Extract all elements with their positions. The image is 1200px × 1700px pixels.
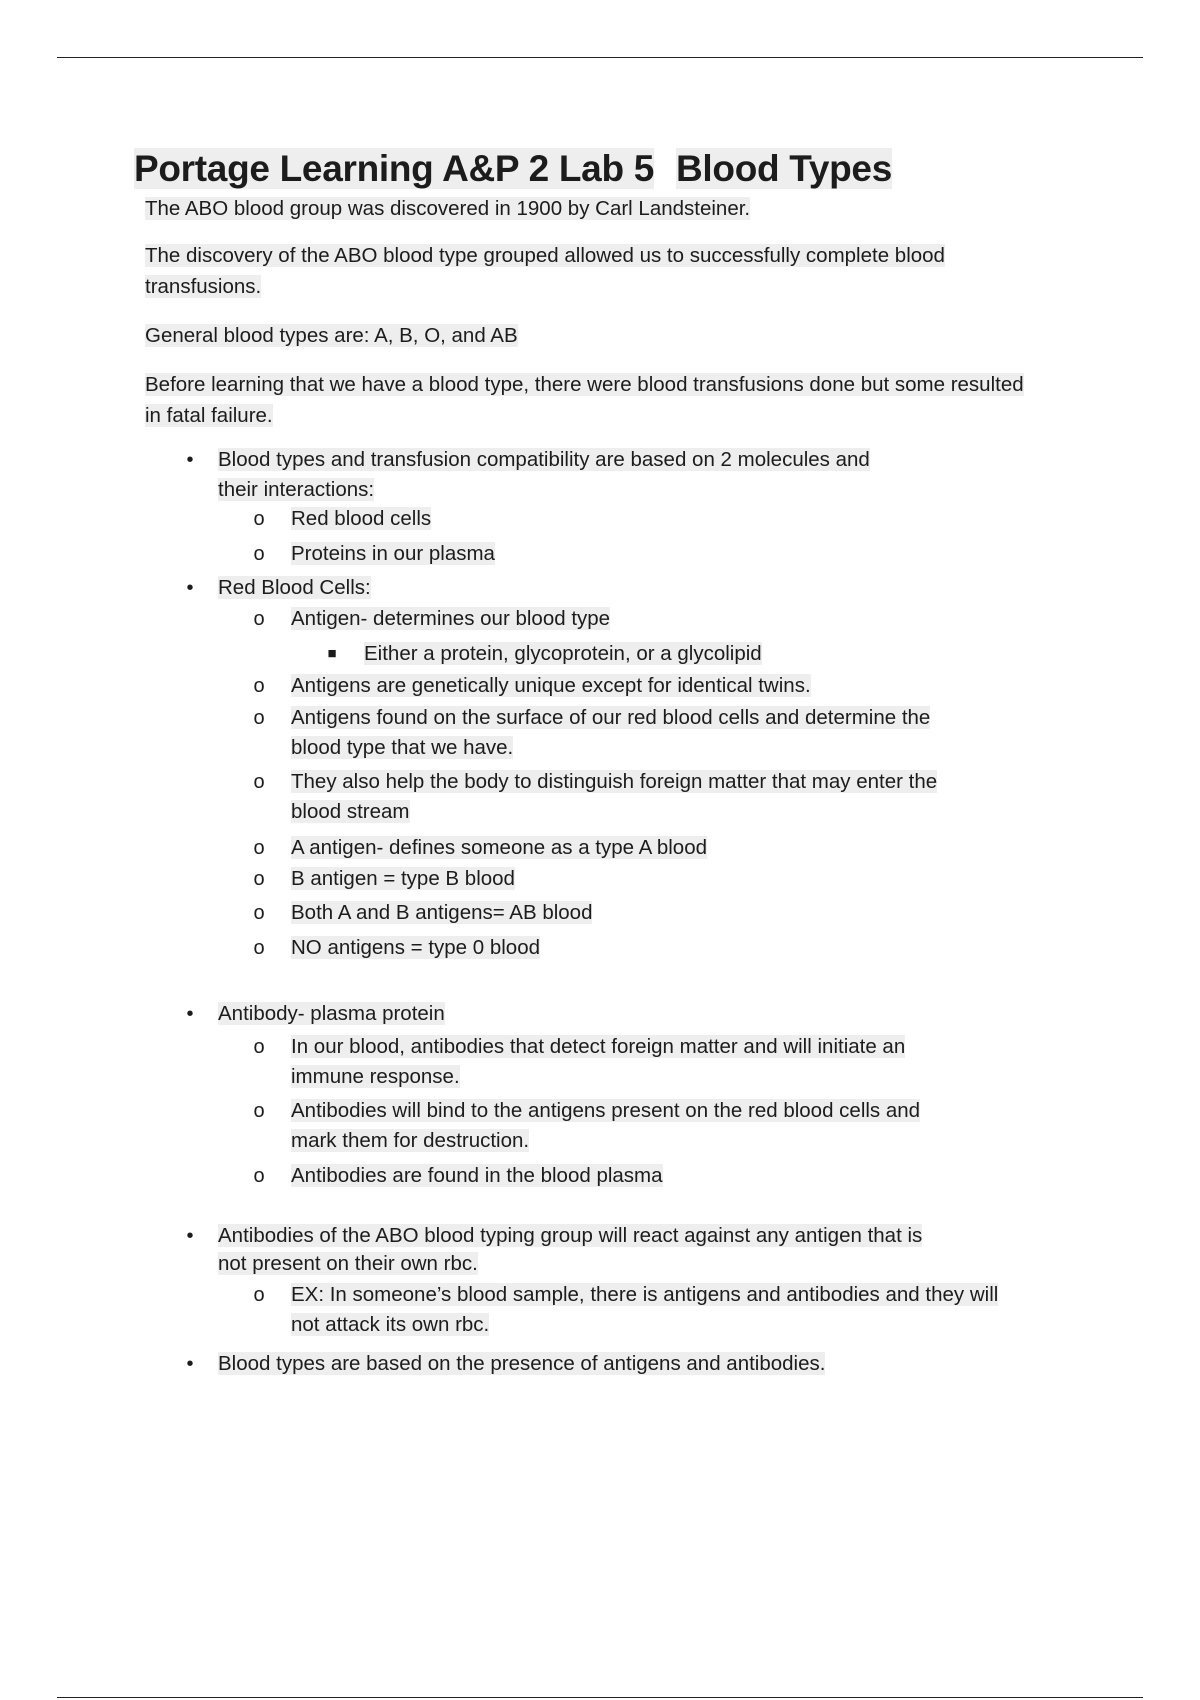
list-item: ■ Either a protein, glycoprotein, or a glycolipid — [364, 640, 762, 668]
circle-marker: o — [253, 902, 265, 924]
list-item: o Antigens found on the surface of our red blood cells and determine the blood type that we have. — [291, 704, 930, 764]
bullet-marker: • — [186, 577, 194, 599]
circle-marker: o — [253, 675, 265, 697]
list-item: • Antibody- plasma protein — [218, 1000, 445, 1028]
list-item: • Antibodies of the ABO blood typing group will react against any antigen that is not present on their own rbc. — [218, 1222, 922, 1278]
list-item: o In our blood, antibodies that detect foreign matter and will initiate an immune response. — [291, 1033, 905, 1093]
circle-marker: o — [253, 608, 265, 630]
bullet-marker: • — [186, 1353, 194, 1375]
circle-marker: o — [253, 868, 265, 890]
list-item: o Antibodies will bind to the antigens present on the red blood cells and mark them for destruction. — [291, 1097, 920, 1157]
circle-marker: o — [253, 1036, 265, 1058]
list-item: o Red blood cells — [291, 505, 431, 533]
list-item: o NO antigens = type 0 blood — [291, 934, 540, 962]
footer-rule — [57, 1697, 1143, 1698]
circle-marker: o — [253, 707, 265, 729]
list-item: o B antigen = type B blood — [291, 865, 515, 893]
paragraph-discovery: The ABO blood group was discovered in 1900 by Carl Landsteiner. — [145, 197, 751, 220]
page-title: Portage Learning A&P 2 Lab 5 Blood Types — [134, 148, 892, 189]
circle-marker: o — [253, 837, 265, 859]
circle-marker: o — [253, 543, 265, 565]
list-item: o Both A and B antigens= AB blood — [291, 899, 592, 927]
circle-marker: o — [253, 1100, 265, 1122]
circle-marker: o — [253, 1284, 265, 1306]
list-item: o Proteins in our plasma — [291, 540, 495, 568]
list-item: o EX: In someone’s blood sample, there is antigens and antibodies and they will not attack its own rbc. — [291, 1281, 998, 1341]
header-rule — [57, 57, 1143, 58]
circle-marker: o — [253, 1165, 265, 1187]
list-item: o Antibodies are found in the blood plasma — [291, 1162, 663, 1190]
list-item: • Blood types are based on the presence of antigens and antibodies. — [218, 1350, 825, 1378]
list-item: o They also help the body to distinguish foreign matter that may enter the blood stream — [291, 768, 937, 828]
list-item: • Blood types and transfusion compatibility are based on 2 molecules and their interactions: — [218, 446, 870, 506]
list-item: o A antigen- defines someone as a type A blood — [291, 834, 707, 862]
list-item: o Antigens are genetically unique except for identical twins. — [291, 672, 811, 700]
bullet-marker: • — [186, 1003, 194, 1025]
list-item: o Antigen- determines our blood type — [291, 605, 610, 633]
paragraph-before-learning: Before learning that we have a blood type, there were blood transfusions done but some resulted in fatal failure. — [145, 373, 1024, 427]
circle-marker: o — [253, 508, 265, 530]
circle-marker: o — [253, 771, 265, 793]
square-marker: ■ — [327, 645, 337, 662]
bullet-marker: • — [186, 449, 194, 471]
list-item: • Red Blood Cells: — [218, 574, 371, 602]
bullet-marker: • — [186, 1225, 194, 1247]
paragraph-general-types: General blood types are: A, B, O, and AB — [145, 324, 518, 347]
paragraph-transfusions: The discovery of the ABO blood type grouped allowed us to successfully complete blood transfusions. — [145, 244, 945, 298]
circle-marker: o — [253, 937, 265, 959]
